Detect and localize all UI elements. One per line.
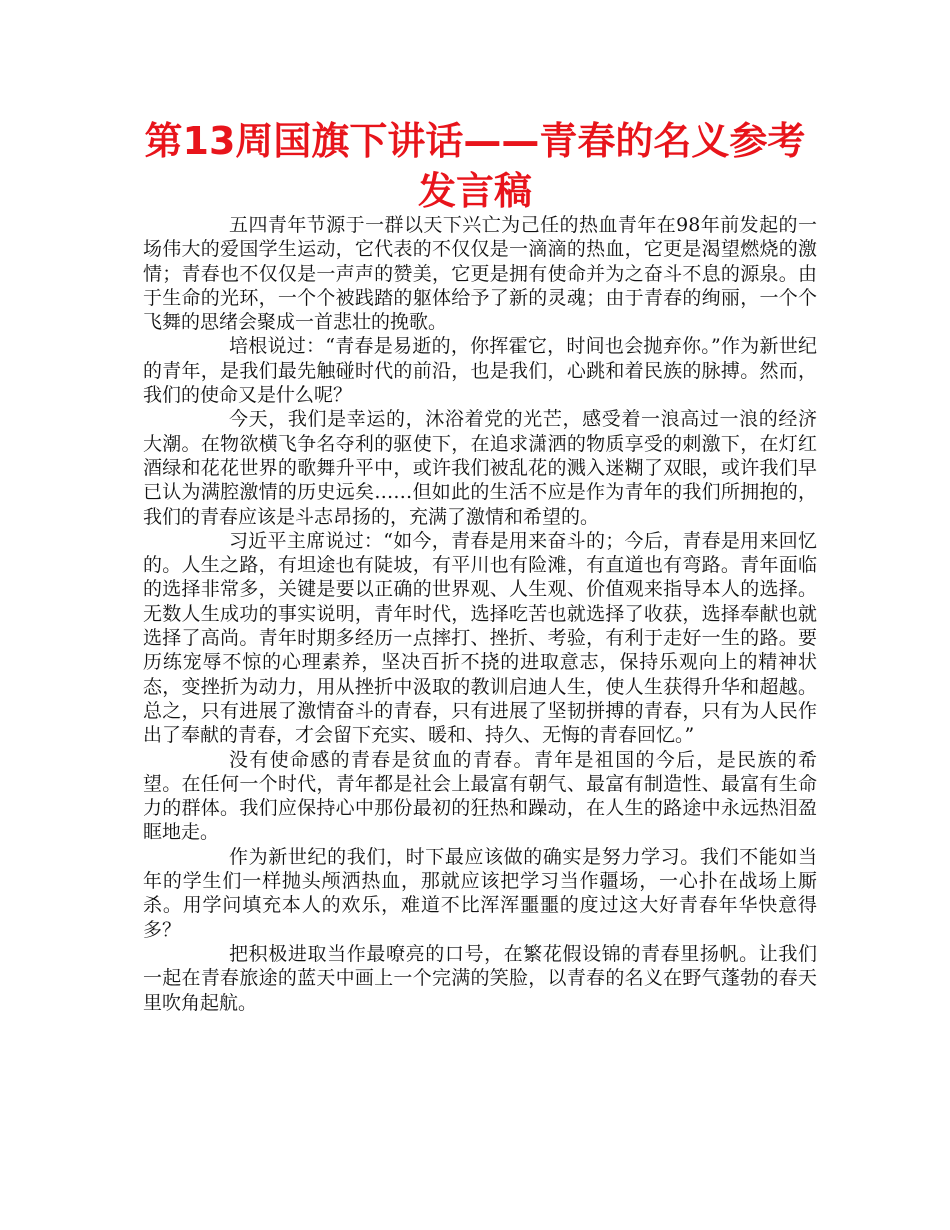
document-body xyxy=(143,213,817,1015)
paragraph: 今天，我们是幸运的，沐浴着党的光芒，感受着一浪高过一浪的经济大潮。在物欲横飞争名夺利的驱使下，在追求潇洒的物质享受的刺激下，在灯红酒绿和花花世界的歌舞升平中，或许我们被乱花的溅入迷糊了双眼，或许我们早已认为满腔激情的历史远矣……但如此的生活不应是作为青年的我们所拥抱的，我们的青春应该是斗志昂扬的，充满了激情和希望的。 xyxy=(143,408,817,528)
paragraph: 没有使命感的青春是贫血的青春。青年是祖国的今后，是民族的希望。在任何一个时代，青年都是社会上最富有朝气、最富有制造性、最富有生命力的群体。我们应保持心中那份最初的狂热和躁动，在人生的路途中永远热泪盈眶地走。 xyxy=(143,748,817,844)
document-title: 第13周国旗下讲话——青春的名义参考发言稿 xyxy=(144,119,806,213)
paragraph: 五四青年节源于一群以天下兴亡为己任的热血青年在98年前发起的一场伟大的爱国学生运动，它代表的不仅仅是一滴滴的热血，它更是渴望燃烧的激情；青春也不仅仅是一声声的赞美，它更是拥有使命并为之奋斗不息的源泉。由于生命的光环，一个个被践踏的躯体给予了新的灵魂；由于青春的绚丽，一个个飞舞的思绪会聚成一首悲壮的挽歌。 xyxy=(143,214,817,334)
paragraph: 习近平主席说过：“如今，青春是用来奋斗的；今后，青春是用来回忆的。人生之路，有坦途也有陡坡，有平川也有险滩，有直道也有弯路。青年面临的选择非常多，关键是要以正确的世界观、人生观、价值观来指导本人的选择。无数人生成功的事实说明，青年时代，选择吃苦也就选择了收获，选择奉献也就选择了高尚。青年时期多经历一点摔打、挫折、考验，有利于走好一生的路。要历练宠辱不惊的心理素养，坚决百折不挠的进取意志，保持乐观向上的精神状态，变挫折为动力，用从挫折中汲取的教训启迪人生，使人生获得升华和超越。总之，只有进展了激情奋斗的青春，只有进展了坚韧拼搏的青春，只有为人民作出了奉献的青春，才会留下充实、暖和、持久、无悔的青春回忆。” xyxy=(143,529,817,747)
paragraph: 把积极进取当作最嘹亮的口号，在繁花假设锦的青春里扬帆。让我们一起在青春旅途的蓝天中画上一个完满的笑脸，以青春的名义在野气蓬勃的春天里吹角起航。 xyxy=(143,942,817,1014)
paragraph: 作为新世纪的我们，时下最应该做的确实是努力学习。我们不能如当年的学生们一样抛头颅洒热血，那就应该把学习当作疆场，一心扑在战场上厮杀。用学问填充本人的欢乐，难道不比浑浑噩噩的度过这大好青春年华快意得多？ xyxy=(143,845,817,941)
paragraph: 培根说过：“青春是易逝的，你挥霍它，时间也会抛弃你。”作为新世纪的青年，是我们最先触碰时代的前沿，也是我们，心跳和着民族的脉搏。然而，我们的使命又是什么呢？ xyxy=(143,335,817,407)
